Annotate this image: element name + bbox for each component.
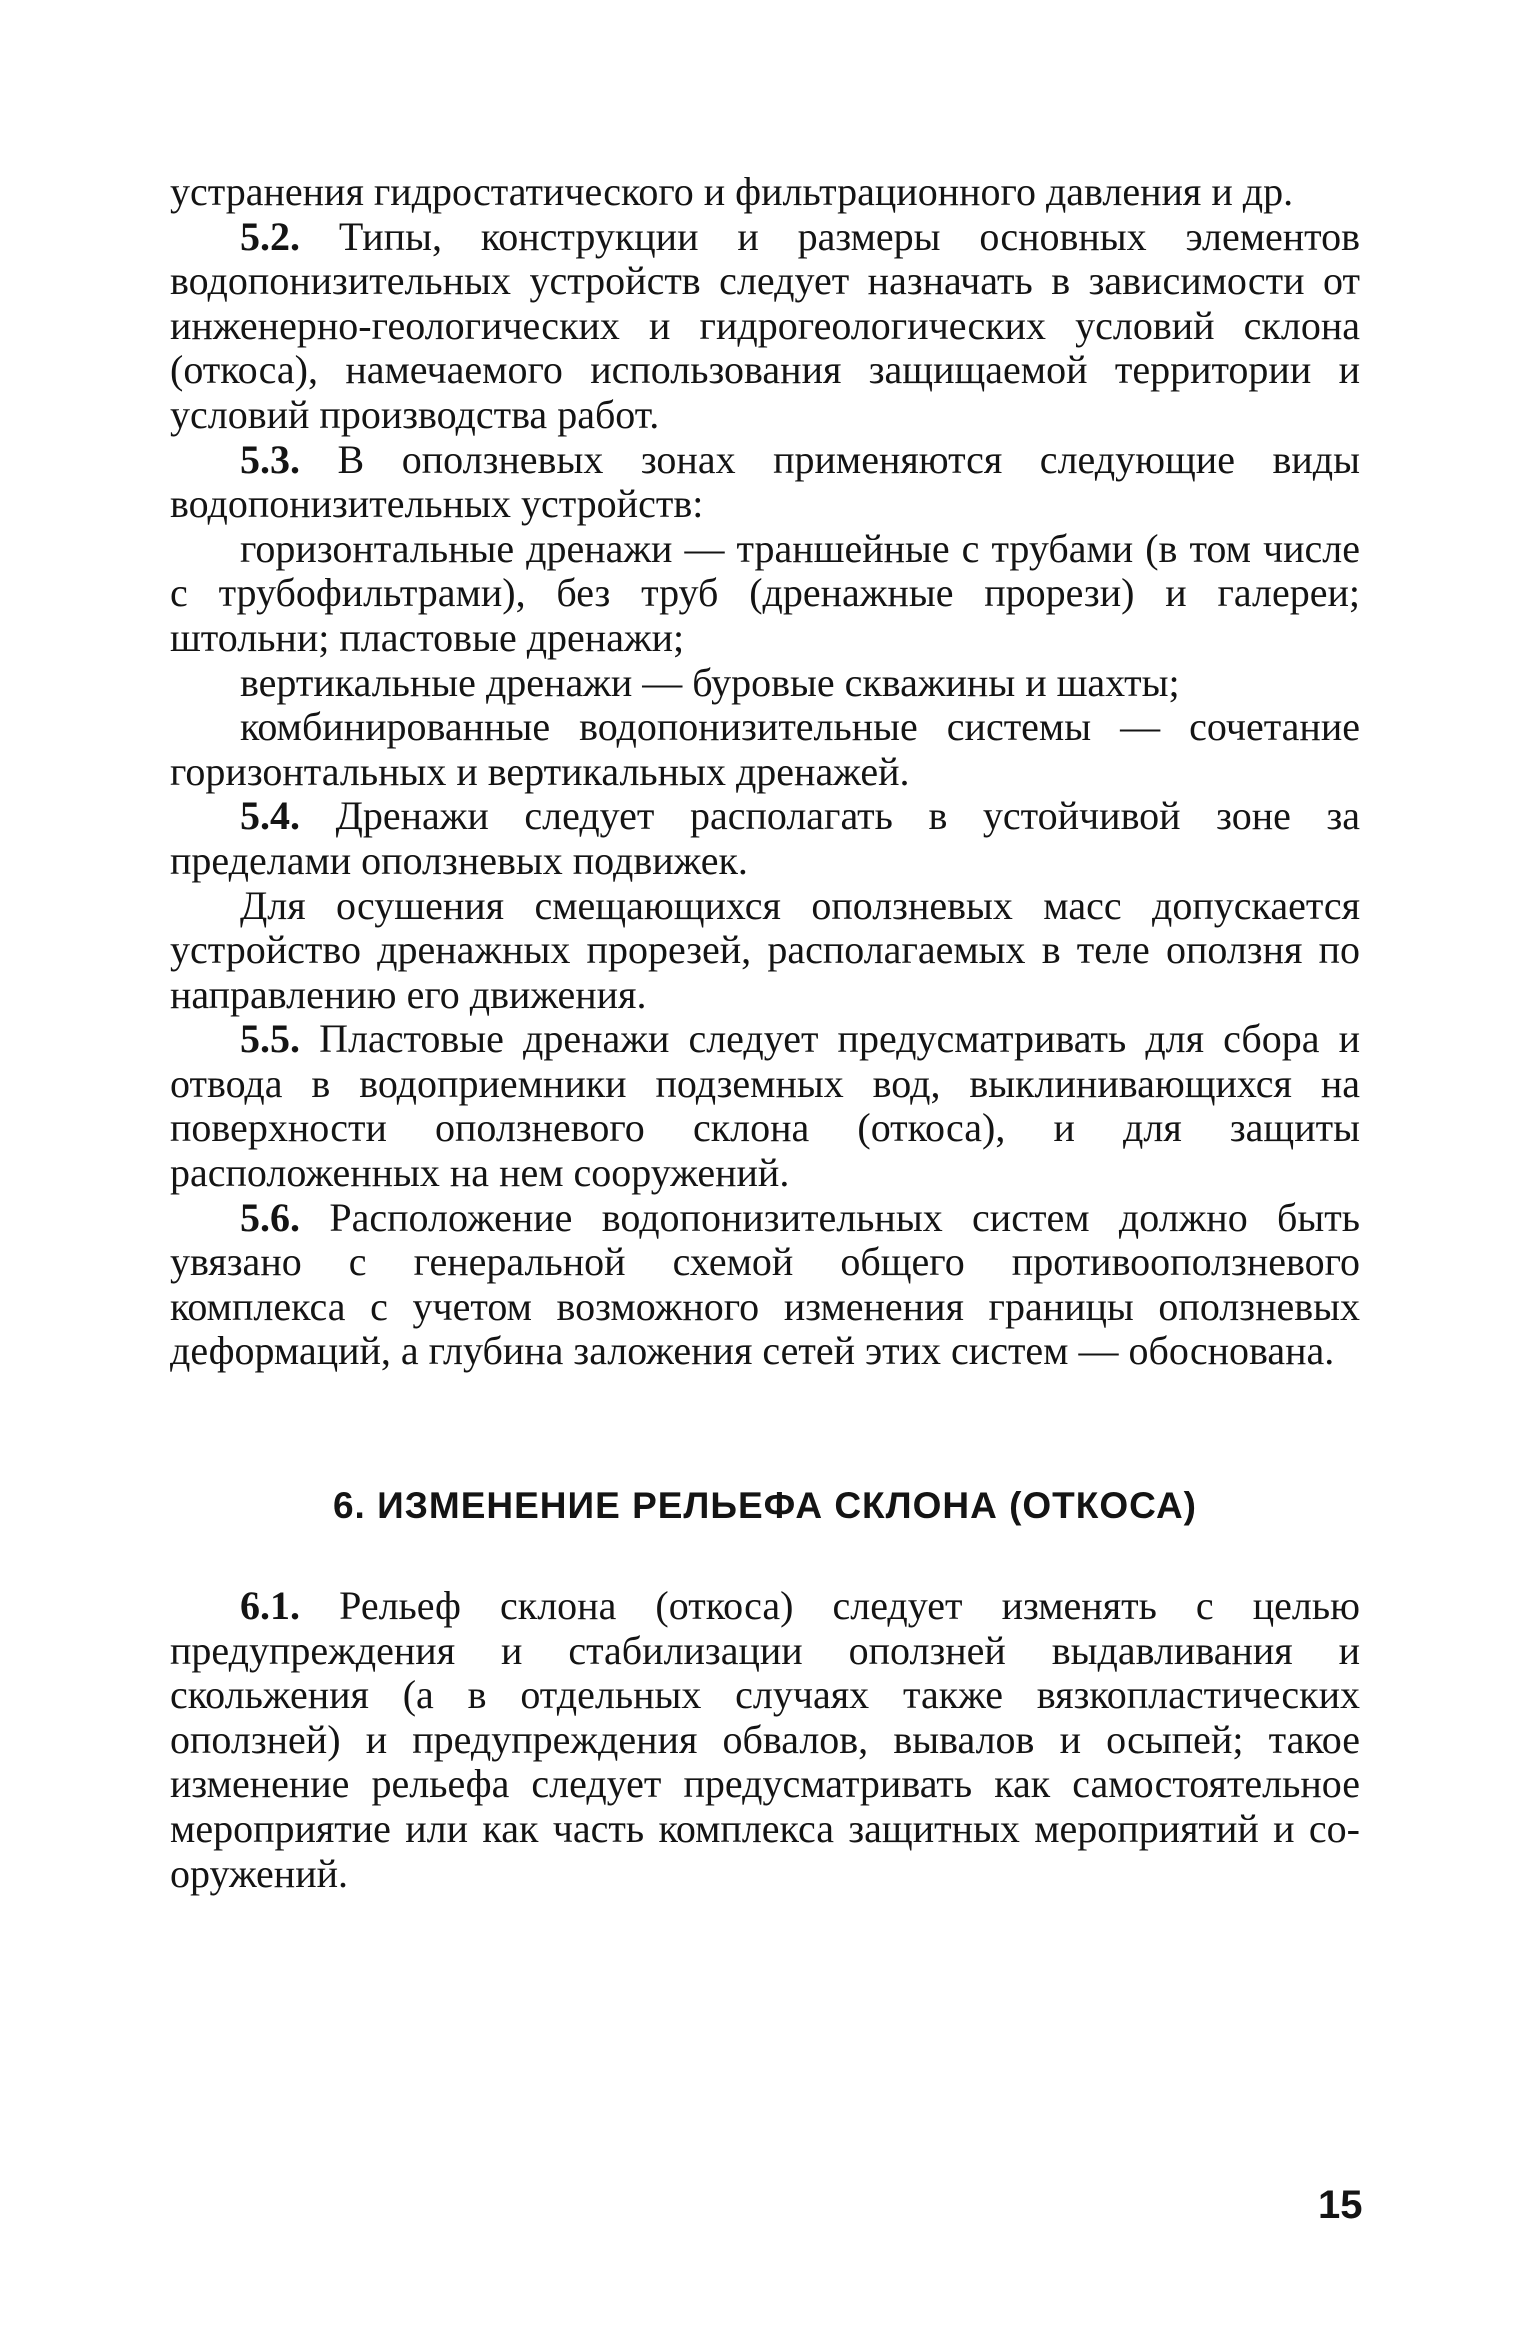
paragraph-text: Для осушения смещающихся оползневых масс допускается устройство дренажных прорезей, располагаемых в теле оползня по направлению его движения.: [170, 882, 1360, 1017]
paragraph-text: Рельеф склона (откоса) следует изменять с целью предупреждения и стабилизации оползней выдавливания и скольжения (а в отдельных случаях также вязкопластических оползней) и предупреждения обвалов, вывалов и осыпей; такое изменение рельефа следует предусматривать как самостоятельное мероприятие или как часть комплекса защитных мероприятий и сооружений.: [170, 1583, 1360, 1896]
paragraph-text: Дренажи следует располагать в устойчивой зоне за пределами оползневых подвижек.: [170, 793, 1361, 883]
section-heading: 6. ИЗМЕНЕНИЕ РЕЛЬЕФА СКЛОНА (ОТКОСА): [332, 1485, 1197, 1527]
paragraph-5-5: [170, 1017, 1360, 1195]
clause-number: 5.6.: [240, 1194, 300, 1240]
paragraph-5-4-addendum: [170, 884, 1360, 1018]
list-item-horizontal-drains: [170, 527, 1360, 661]
page-body: [170, 170, 1360, 1896]
clause-number: 5.4.: [240, 793, 300, 839]
paragraph-5-3: [170, 438, 1360, 527]
paragraph-text: комбинированные водопонизительные системы — сочетание горизонтальных и вертикальных дренажей.: [170, 704, 1360, 794]
paragraph-5-1-continuation: [170, 170, 1360, 215]
paragraph-text: горизонтальные дренажи — траншейные с трубами (в том числе с трубофильтрами), без труб (дренажные прорези) и галереи; штольни; пластовые дренажи;: [170, 525, 1360, 660]
clause-number: 5.2.: [240, 213, 300, 259]
clause-number: 5.5.: [240, 1016, 300, 1062]
list-item-combined-systems: [170, 705, 1360, 794]
paragraph-text: вертикальные дренажи — буровые скважины и шахты;: [240, 659, 1180, 705]
paragraph-text: Расположение водопонизительных систем должно быть увязано с генеральной схемой общего противооползневого комплекса с учетом возможного изменения границы оползневых деформаций, а глубина заложения сетей этих систем — обоснована.: [170, 1194, 1360, 1374]
paragraph-text: Типы, конструкции и размеры основных элементов водопонизительных устройств следует назначать в зависимости от инженерно-геологических и гидрогеологических условий склона (откоса), намечаемого использования защищаемой территории и условий производства работ.: [170, 213, 1361, 437]
paragraph-5-2: [170, 215, 1360, 438]
page-number: 15: [1318, 2183, 1363, 2227]
paragraph-text: В оползневых зонах применяются следующие виды водопонизительных устройств:: [170, 436, 1361, 527]
paragraph-6-1: [170, 1584, 1360, 1896]
clause-number: 5.3.: [240, 436, 300, 482]
list-item-vertical-drains: [170, 661, 1360, 706]
clause-number: 6.1.: [240, 1583, 300, 1629]
paragraph-text: Пластовые дренажи следует предусматривать для сбора и отвода в водоприемники подземных вод, выклинивающихся на поверхности оползневого склона (откоса), и для защиты расположенных на нем сооружений.: [170, 1016, 1360, 1196]
paragraph-text: устранения гидростатического и фильтрационного давления и др.: [170, 169, 1294, 214]
paragraph-5-4: [170, 794, 1360, 883]
paragraph-5-6: [170, 1196, 1360, 1374]
